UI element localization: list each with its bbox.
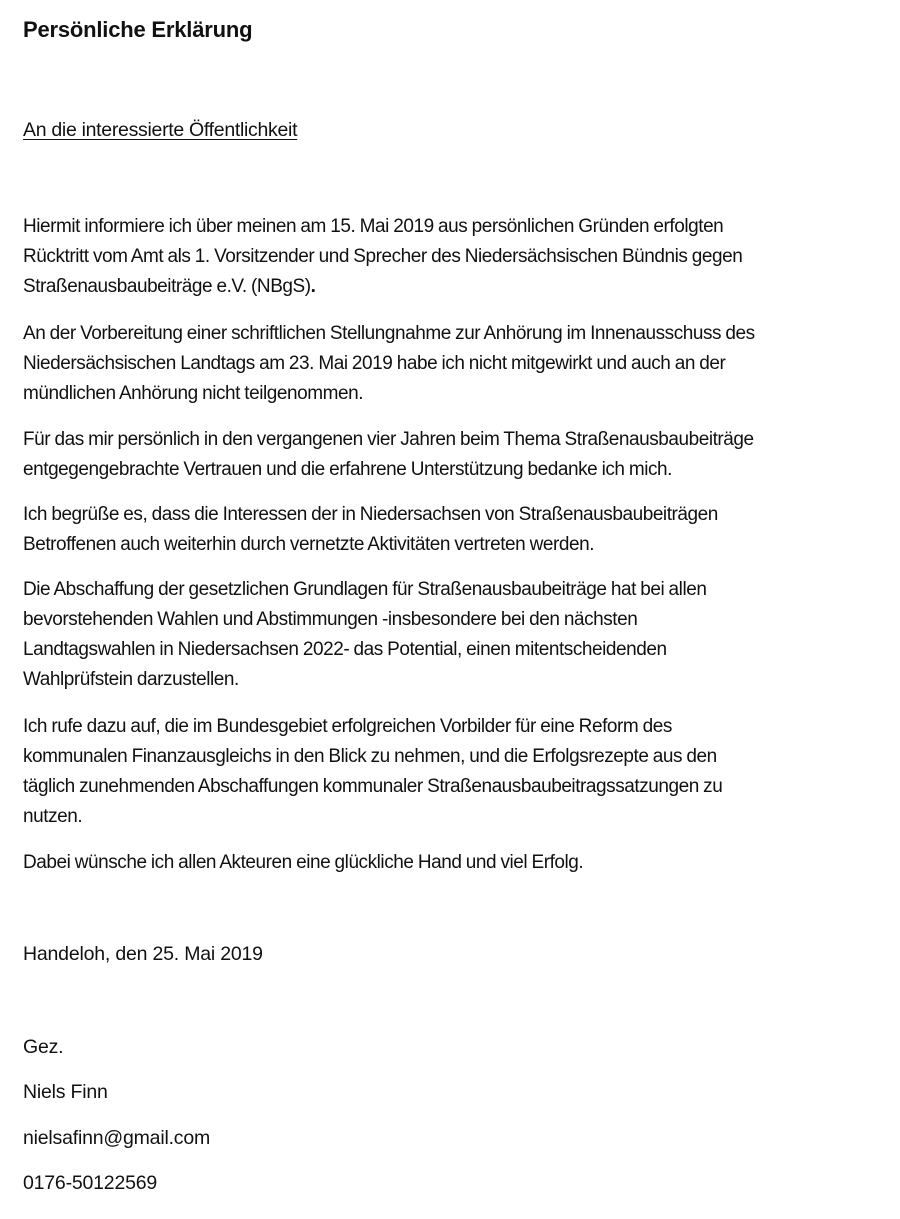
paragraph-line: Rücktritt vom Amt als 1. Vorsitzender und Sprecher des Niedersächsischen Bündnis gegen bbox=[23, 246, 743, 267]
paragraph-hearing bbox=[23, 319, 755, 409]
salutation: An die interessierte Öffentlichkeit bbox=[23, 119, 298, 141]
paragraph-line: nutzen. bbox=[23, 806, 83, 827]
paragraph-line: Dabei wünsche ich allen Akteuren eine glückliche Hand und viel Erfolg. bbox=[23, 852, 584, 873]
paragraph-line: Niedersächsischen Landtags am 23. Mai 2019 habe ich nicht mitgewirkt und auch an der bbox=[23, 353, 726, 374]
signature-phone: 0176-50122569 bbox=[23, 1172, 158, 1194]
paragraph-resignation bbox=[23, 212, 742, 302]
bold-period: . bbox=[310, 276, 316, 297]
paragraph-line: mündlichen Anhörung nicht teilgenommen. bbox=[23, 383, 364, 404]
paragraph-welcome bbox=[23, 500, 718, 560]
signature-name: Niels Finn bbox=[23, 1081, 108, 1103]
paragraph-abolition bbox=[23, 575, 706, 695]
paragraph-line: Die Abschaffung der gesetzlichen Grundlagen für Straßenausbaubeiträge hat bei allen bbox=[23, 579, 707, 600]
paragraph-line: kommunalen Finanzausgleichs in den Blick zu nehmen, und die Erfolgsrezepte aus den bbox=[23, 746, 717, 767]
paragraph-line: Für das mir persönlich in den vergangenen vier Jahren beim Thema Straßenausbaubeiträge bbox=[23, 429, 754, 450]
document-title: Persönliche Erklärung bbox=[23, 17, 253, 42]
paragraph-thanks bbox=[23, 425, 754, 485]
paragraph-line: Betroffenen auch weiterhin durch vernetzte Aktivitäten vertreten werden. bbox=[23, 534, 595, 555]
paragraph-line: Ich begrüße es, dass die Interessen der in Niedersachsen von Straßenausbaubeiträgen bbox=[23, 504, 718, 525]
paragraph-line: Wahlprüfstein darzustellen. bbox=[23, 669, 239, 690]
signature-email: nielsafinn@gmail.com bbox=[23, 1127, 211, 1149]
paragraph-line: Landtagswahlen in Niedersachsen 2022- das Potential, einen mitentscheidenden bbox=[23, 639, 667, 660]
paragraph-line bbox=[23, 272, 742, 302]
paragraph-line-text: Straßenausbaubeiträge e.V. (NBgS) bbox=[23, 276, 311, 297]
paragraph-line: Hiermit informiere ich über meinen am 15. Mai 2019 aus persönlichen Gründen erfolgten bbox=[23, 216, 724, 237]
place-and-date: Handeloh, den 25. Mai 2019 bbox=[23, 943, 263, 965]
paragraph-call-to-action bbox=[23, 712, 722, 832]
paragraph-line: entgegengebrachte Vertrauen und die erfahrene Unterstützung bedanke ich mich. bbox=[23, 459, 672, 480]
paragraph-line: Ich rufe dazu auf, die im Bundesgebiet erfolgreichen Vorbilder für eine Reform des bbox=[23, 716, 672, 737]
paragraph-line: An der Vorbereitung einer schriftlichen Stellungnahme zur Anhörung im Innenausschuss des bbox=[23, 323, 755, 344]
paragraph-wishes bbox=[23, 848, 583, 878]
signature-gez: Gez. bbox=[23, 1036, 64, 1058]
paragraph-line: täglich zunehmenden Abschaffungen kommunaler Straßenausbaubeitragssatzungen zu bbox=[23, 776, 723, 797]
paragraph-line: bevorstehenden Wahlen und Abstimmungen -insbesondere bei den nächsten bbox=[23, 609, 638, 630]
